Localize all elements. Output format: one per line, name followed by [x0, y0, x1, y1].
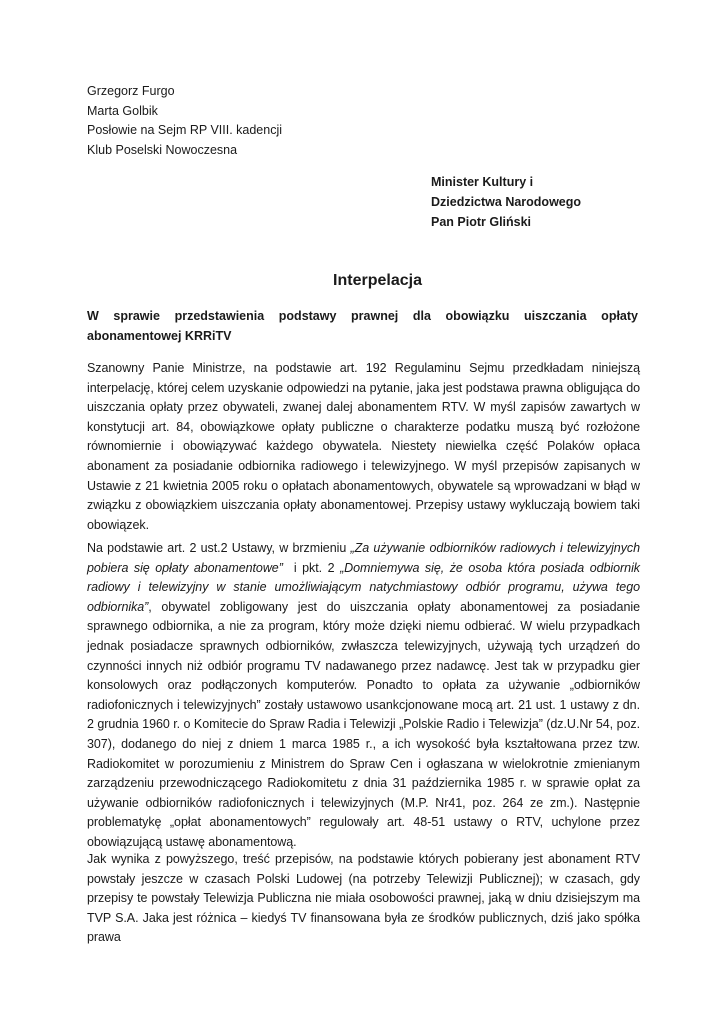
- paragraph-2-connector: i pkt. 2: [282, 560, 341, 575]
- sender-position: Posłowie na Sejm RP VIII. kadencji: [87, 123, 283, 137]
- recipient-title-2: Dziedzictwa Narodowego: [431, 195, 582, 209]
- recipient-title-1: Minister Kultury i: [431, 175, 534, 189]
- recipient-name: Pan Piotr Gliński: [431, 215, 532, 229]
- paragraph-2-intro: Na podstawie art. 2 ust.2 Ustawy, w brzmieniu: [87, 541, 351, 555]
- sender-name-1: Grzegorz Furgo: [87, 84, 175, 98]
- paragraph-2-rest: , obywatel zobligowany jest do uiszczania opłaty abonamentowej za posiadanie sprawnego odbiornika, a nie za program, który może dzięki niemu odbierać. W wielu przypadkach jednak posiadacze sprawnych odbiorników, zwłaszcza telewizyjnych, używają tych urządzeń do czynności innych niż odbiór programu TV nadawanego przez nadawcę. Jest tak w przypadku gier konsolowych oraz podłączonych komputerów. Ponadto to opłata za używanie „odbiorników radiofonicznych i telewizyjnych” zostały ustawowo usankcjonowane mocą art. 21 ust. 1 ustawy z dn. 2 grudnia 1960 r. o Komitecie do Spraw Radia i Telewizji „Polskie Radio i Telewizja” (dz.U.Nr 54, poz. 307), dodanego do niej z dniem 1 marca 1985 r., a ich wysokość była kształtowana przez tzw. Radiokomitet w porozumieniu z Ministrem do Spraw Cen i ogłaszana w wielokrotnie zmienianym zarządzeniu przewodniczącego Radiokomitetu z dnia 31 października 1985 r. w sprawie opłat za używanie odbiorników radiofonicznych i telewizyjnych (M.P. Nr41, poz. 264 ze zm.). Następnie problematykę „opłat abonamentowych” regulowały art. 48-51 ustawy o RTV, uchylone przez obowiązującą ustawę abonamentową.: [87, 599, 640, 849]
- sender-block: [87, 82, 282, 160]
- paragraph-3: [87, 850, 640, 948]
- paragraph-2-quote-2: „Domniemywa się, że osoba która posiada odbiornik radiowy i telewizyjny w stanie umożliwiającym natychmiastowy odbiór programu, używa tego odbiornika”: [87, 560, 640, 614]
- document-subject: W sprawie przedstawienia podstawy prawnej dla obowiązku uiszczania opłaty abonamentowej KRRiTV: [87, 309, 638, 343]
- sender-name-2: Marta Golbik: [87, 103, 158, 118]
- recipient-block: [431, 172, 581, 232]
- paragraph-1-text: Szanowny Panie Ministrze, na podstawie art. 192 Regulaminu Sejmu przedkładam niniejszą interpelację, której celem uzyskanie odpowiedzi na pytanie, jaka jest podstawa prawna obligująca do uiszczania opłaty przez obywateli, zwanej dalej abonamentem RTV. W myśl zapisów zawartych w konstytucji art. 84, obowiązkowe opłaty publiczne o charakterze podatku muszą być rozłożone równomiernie i obowiązywać każdego obywatela. Niestety niewielka część Polaków opłaca abonament za posiadanie odbiornika radiowego i telewizyjnego. W myśl przepisów zapisanych w Ustawie z 21 kwietnia 2005 roku o opłatach abonamentowych, obywatele są wprowadzani w błąd w związku z obowiązkiem uiszczania opłaty abonamentowej. Przepisy ustawy wykluczają bowiem taki obowiązek.: [87, 361, 640, 532]
- paragraph-2: [87, 539, 640, 853]
- paragraph-1: [87, 359, 640, 535]
- paragraph-2-quote-1: „Za używanie odbiorników radiowych i telewizyjnych pobiera się opłaty abonamentowe”: [87, 541, 641, 575]
- document-title: Interpelacja: [333, 272, 422, 289]
- paragraph-2-text: [87, 539, 640, 853]
- sender-club: Klub Poselski Nowoczesna: [87, 142, 238, 157]
- paragraph-3-text: Jak wynika z powyższego, treść przepisów, na podstawie których pobierany jest abonament RTV powstały jeszcze w czasach Polski Ludowej (na potrzeby Telewizji Publicznej); w czasach, gdy przepisy te powstały Telewizja Publiczna nie miała osobowości prawnej, jaką w dniu dzisiejszym ma TVP S.A. Jaka jest różnica – kiedyś TV finansowana była ze środków publicznych, dziś jako spółka prawa: [87, 852, 640, 945]
